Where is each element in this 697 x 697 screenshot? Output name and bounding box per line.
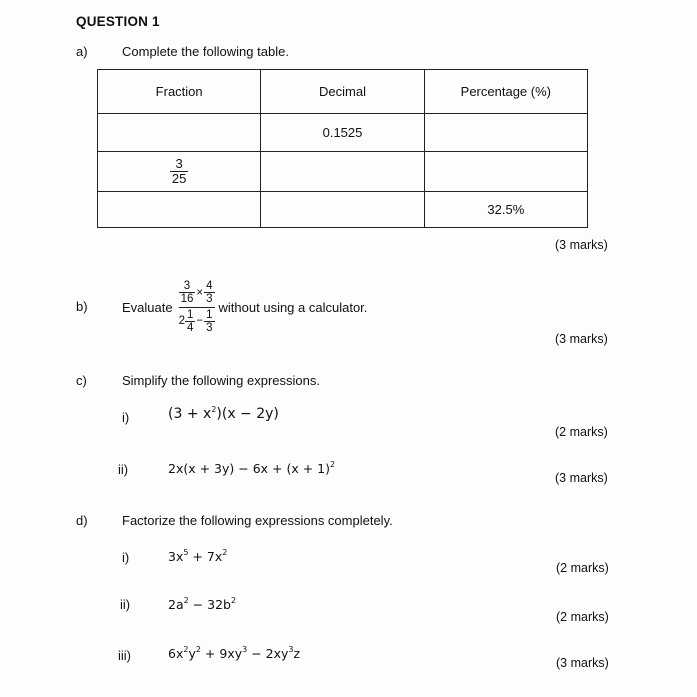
whole-part: 2 xyxy=(178,315,185,328)
fraction-1-4 xyxy=(185,309,195,334)
table-row xyxy=(98,114,588,152)
part-a-instruction: Complete the following table. xyxy=(122,44,289,59)
minus-sign: − xyxy=(196,315,204,328)
expression-c-ii: $2x(x + 3y) - 6x + (x + 1)^2$ xyxy=(168,460,336,476)
cell-percentage-value: 32.5% xyxy=(424,192,587,228)
header-percentage: Percentage (%) xyxy=(424,70,587,114)
cell-fraction-value xyxy=(98,152,261,192)
part-c-label: c) xyxy=(76,373,87,388)
table-header-row xyxy=(98,70,588,114)
table-row xyxy=(98,192,588,228)
cell-decimal-empty[interactable] xyxy=(261,152,424,192)
evaluate-word: Evaluate xyxy=(122,299,173,315)
part-d-i-label: i) xyxy=(122,550,130,565)
part-c-i-label: i) xyxy=(122,410,130,425)
part-b-label: b) xyxy=(76,299,88,314)
part-d-instruction: Factorize the following expressions completely. xyxy=(122,513,393,528)
cell-fraction-empty[interactable] xyxy=(98,114,261,152)
denominator: 16 xyxy=(180,293,194,306)
denominator: 3 xyxy=(206,321,213,334)
complex-denominator xyxy=(179,309,215,334)
part-c-ii-label: ii) xyxy=(118,462,129,477)
header-fraction: Fraction xyxy=(98,70,261,114)
part-d-ii-marks: (2 marks) xyxy=(556,610,609,624)
times-sign: × xyxy=(196,286,204,299)
numerator: 3 xyxy=(183,280,191,293)
fraction-3-16 xyxy=(179,280,196,305)
question-title: QUESTION 1 xyxy=(76,14,160,29)
part-a-marks: (3 marks) xyxy=(555,238,608,252)
fraction-numerator: 3 xyxy=(175,156,183,172)
cell-percentage-empty[interactable] xyxy=(424,152,587,192)
fraction-denominator: 25 xyxy=(171,171,187,186)
part-b-marks: (3 marks) xyxy=(555,332,608,346)
cell-decimal-value: 0.1525 xyxy=(261,114,424,152)
part-d-ii-label: ii) xyxy=(120,597,131,612)
part-d-iii-label: iii) xyxy=(118,648,131,663)
part-d-i-marks: (2 marks) xyxy=(556,561,609,575)
cell-percentage-empty[interactable] xyxy=(424,114,587,152)
expression-c-i: $(3 + x^2)(x - 2y)$ xyxy=(168,405,279,422)
fraction-3-25 xyxy=(170,157,188,185)
numerator: 4 xyxy=(206,280,213,293)
part-c-i-marks: (2 marks) xyxy=(555,425,608,439)
cell-decimal-empty[interactable] xyxy=(261,192,424,228)
denominator: 3 xyxy=(206,293,213,306)
numerator: 1 xyxy=(187,308,194,321)
expression-d-iii: $6x^2y^2 + 9xy^3 - 2xy^3z$ xyxy=(168,645,301,661)
fraction-1-3 xyxy=(204,309,214,334)
part-d-iii-marks: (3 marks) xyxy=(556,656,609,670)
header-decimal: Decimal xyxy=(261,70,424,114)
fraction-4-3 xyxy=(204,280,214,305)
main-fraction-bar xyxy=(179,307,215,308)
evaluate-tail: without using a calculator. xyxy=(218,299,368,315)
table-row xyxy=(98,152,588,192)
denominator: 4 xyxy=(187,321,194,334)
expression-d-i: $3x^5 + 7x^2$ xyxy=(168,548,228,564)
mixed-number-2-1-4 xyxy=(179,309,196,334)
part-c-ii-marks: (3 marks) xyxy=(555,471,608,485)
part-d-label: d) xyxy=(76,513,88,528)
part-b-question xyxy=(122,272,367,342)
expression-d-ii: $2a^2 - 32b^2$ xyxy=(168,596,237,612)
complex-fraction xyxy=(179,280,215,333)
conversion-table xyxy=(97,69,588,228)
part-a-label: a) xyxy=(76,44,88,59)
complex-numerator xyxy=(179,280,215,305)
cell-fraction-empty[interactable] xyxy=(98,192,261,228)
numerator: 1 xyxy=(206,308,213,321)
part-c-instruction: Simplify the following expressions. xyxy=(122,373,320,388)
